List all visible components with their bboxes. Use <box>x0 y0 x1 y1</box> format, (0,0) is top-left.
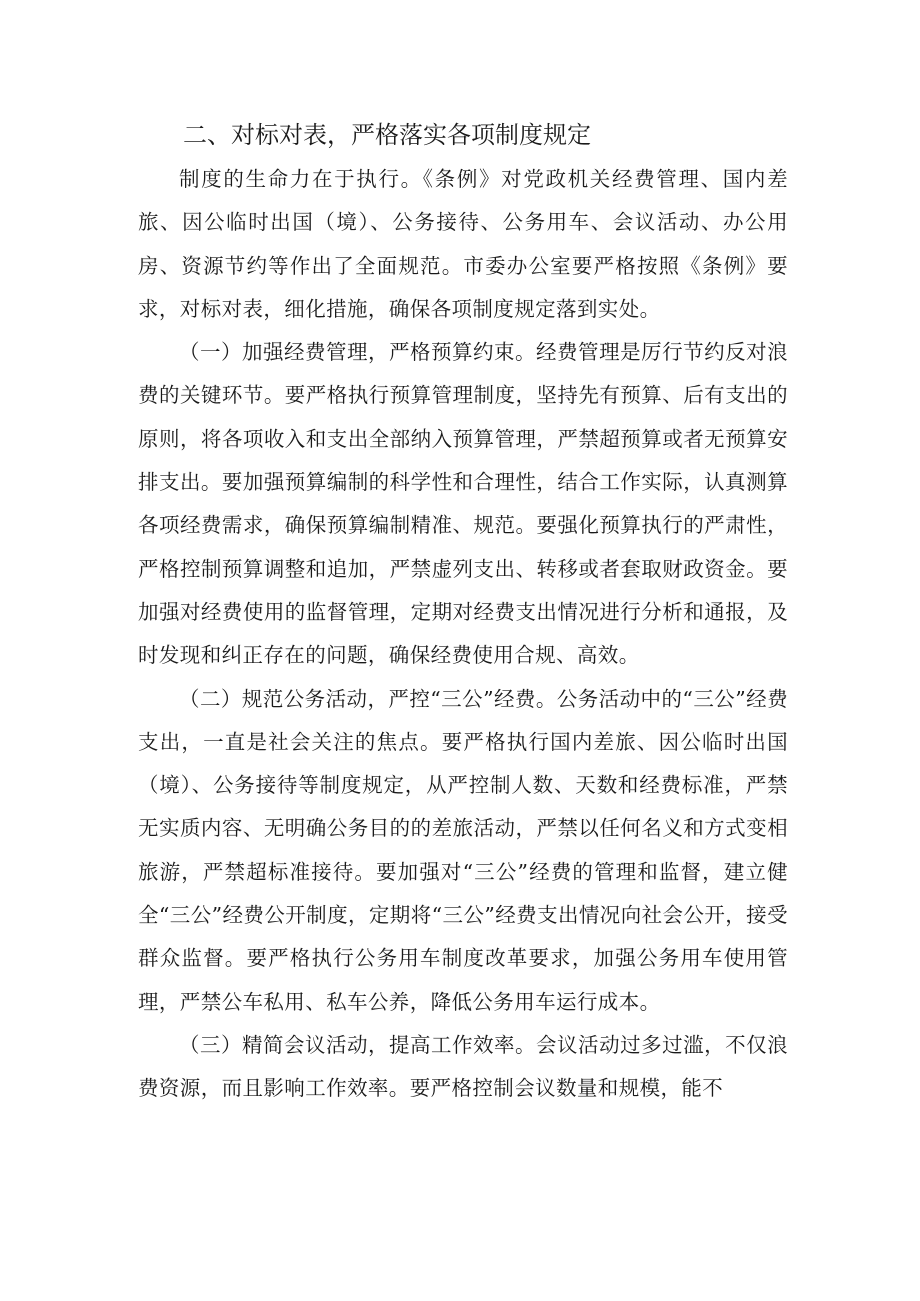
paragraph-funds-management: （一）加强经费管理，严格预算约束。经费管理是厉行节约反对浪费的关键环节。要严格执行预算管理制度，坚持先有预算、后有支出的原则，将各项收入和支出全部纳入预算管理，严禁超预算或者无预算安排支出。要加强预算编制的科学性和合理性，结合工作实际，认真测算各项经费需求，确保预算编制精准、规范。要强化预算执行的严肃性，严格控制预算调整和追加，严禁虚列支出、转移或者套取财政资金。要加强对经费使用的监督管理，定期对经费支出情况进行分析和通报，及时发现和纠正存在的问题，确保经费使用合规、高效。 <box>138 340 788 668</box>
paragraph-meetings: （三）精简会议活动，提高工作效率。会议活动过多过滥，不仅浪费资源，而且影响工作效率。要严格控制会议数量和规模，能不 <box>138 1032 788 1101</box>
paragraph-official-activities: （二）规范公务活动，严控“三公”经费。公务活动中的“三公”经费支出，一直是社会关注的焦点。要严格执行国内差旅、因公临时出国（境）、公务接待等制度规定，从严控制人数、天数和经费标准，严禁无实质内容、无明确公务目的的差旅活动，严禁以任何名义和方式变相旅游，严禁超标准接待。要加强对“三公”经费的管理和监督，建立健全“三公”经费公开制度，定期将“三公”经费支出情况向社会公开，接受群众监督。要严格执行公务用车制度改革要求，加强公务用车使用管理，严禁公车私用、私车公养，降低公务用车运行成本。 <box>138 686 788 1014</box>
document-body <box>138 158 788 1111</box>
section-heading: 二、对标对表，严格落实各项制度规定 <box>183 121 591 149</box>
paragraph-intro: 制度的生命力在于执行。《条例》对党政机关经费管理、国内差旅、因公临时出国（境）、公务接待、公务用车、会议活动、办公用房、资源节约等作出了全面规范。市委办公室要严格按照《条例》要求，对标对表，细化措施，确保各项制度规定落到实处。 <box>138 167 788 321</box>
